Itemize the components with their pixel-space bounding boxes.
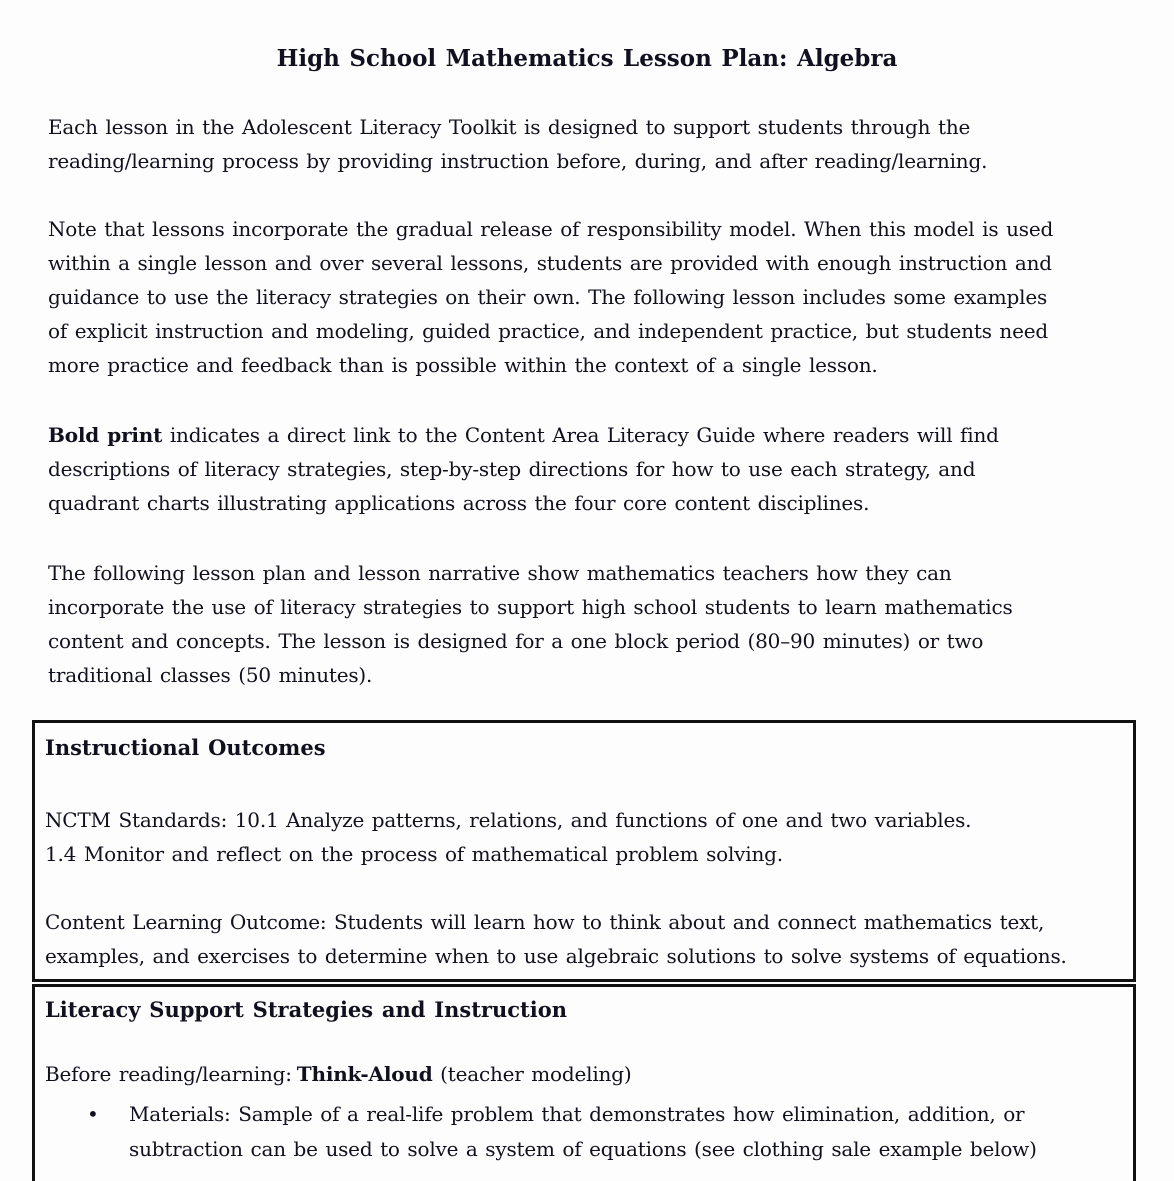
literacy-support-heading: Literacy Support Strategies and Instruction — [45, 997, 567, 1022]
nctm-standards-paragraph — [45, 803, 1121, 871]
text-segment: indicates a direct link to the Content Area Literacy Guide where readers will find — [162, 423, 999, 447]
intro-paragraph-2 — [48, 212, 1126, 382]
text-segment: Before reading/learning: — [45, 1062, 292, 1086]
page-title: High School Mathematics Lesson Plan: Algebra — [276, 45, 898, 72]
text-line: 1.4 Monitor and reflect on the process of mathematical problem solving. — [45, 842, 783, 866]
think-aloud-strategy: Think-Aloud — [296, 1062, 433, 1086]
intro-paragraph-1 — [48, 110, 1126, 178]
text-line: more practice and feedback than is possible within the context of a single lesson. — [48, 353, 878, 377]
text-segment: (teacher modeling) — [432, 1062, 632, 1086]
text-line: incorporate the use of literacy strategies to support high school students to learn mathematics — [48, 595, 1013, 619]
text-line: content and concepts. The lesson is designed for a one block period (80–90 minutes) or two — [48, 629, 984, 653]
text-line: within a single lesson and over several lessons, students are provided with enough instruction and — [48, 251, 1052, 275]
text-line — [48, 418, 1126, 452]
text-line: reading/learning process by providing instruction before, during, and after reading/learning. — [48, 149, 988, 173]
text-line: Materials: Sample of a real-life problem that demonstrates how elimination, addition, or — [129, 1102, 1025, 1126]
text-line: quadrant charts illustrating applications across the four core content disciplines. — [48, 491, 870, 515]
text-line: Each lesson in the Adolescent Literacy Toolkit is designed to support students through the — [48, 115, 971, 139]
text-line: examples, and exercises to determine when to use algebraic solutions to solve systems of equations. — [45, 944, 1067, 968]
text-line: The following lesson plan and lesson narrative show mathematics teachers how they can — [48, 561, 952, 585]
text-line: guidance to use the literacy strategies on their own. The following lesson includes some examples — [48, 285, 1048, 309]
text-line: NCTM Standards: 10.1 Analyze patterns, relations, and functions of one and two variables. — [45, 808, 972, 832]
intro-paragraph-4 — [48, 556, 1126, 692]
bold-print-lead: Bold print — [48, 423, 163, 447]
before-reading-line — [45, 1057, 1121, 1091]
text-line: Note that lessons incorporate the gradual release of responsibility model. When this model is used — [48, 217, 1054, 241]
text-line: subtraction can be used to solve a system of equations (see clothing sale example below) — [129, 1137, 1037, 1161]
bullet-icon: • — [87, 1102, 99, 1126]
text-line: of explicit instruction and modeling, guided practice, and independent practice, but students need — [48, 319, 1048, 343]
instructional-outcomes-heading: Instructional Outcomes — [45, 735, 326, 760]
text-line: Content Learning Outcome: Students will learn how to think about and connect mathematics text, — [45, 910, 1045, 934]
materials-text — [129, 1097, 1037, 1167]
literacy-support-section — [32, 984, 1136, 1181]
text-line: traditional classes (50 minutes). — [48, 663, 373, 687]
materials-bullet-item — [45, 1097, 1121, 1167]
content-learning-outcome-paragraph — [45, 905, 1121, 973]
intro-paragraph-3 — [48, 418, 1126, 520]
text-line: descriptions of literacy strategies, step-by-step directions for how to use each strategy, and — [48, 457, 976, 481]
instructional-outcomes-section — [32, 720, 1136, 982]
